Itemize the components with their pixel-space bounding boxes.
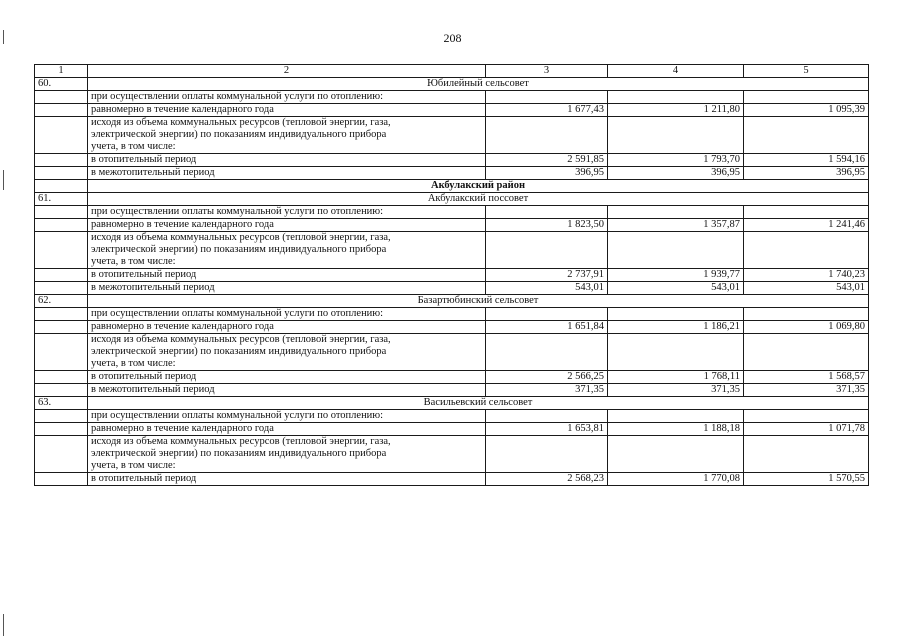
value-empty-5: [744, 117, 869, 154]
value-col-4: 1 188,18: [608, 423, 744, 436]
section-title: Базартюбинский сельсовет: [88, 295, 869, 308]
number-empty: [35, 308, 88, 321]
margin-mark-bottom: [3, 614, 4, 636]
value-empty-5: [744, 410, 869, 423]
value-col-5: 1 069,80: [744, 321, 869, 334]
district-number-empty: [35, 180, 88, 193]
number-empty: [35, 206, 88, 219]
row-label: в межотопительный период: [88, 282, 486, 295]
value-empty-4: [608, 232, 744, 269]
row-label: при осуществлении оплаты коммунальной услуги по отоплению:: [88, 91, 486, 104]
value-col-4: 1 211,80: [608, 104, 744, 117]
value-col-3: 371,35: [486, 384, 608, 397]
row-label-line: электрической энергии) по показаниям индивидуального прибора: [91, 448, 387, 459]
value-col-4: 1 793,70: [608, 154, 744, 167]
subheading-row: [35, 206, 869, 219]
section-title: Акбулакский поссовет: [88, 193, 869, 206]
data-row: [35, 423, 869, 436]
row-label-multiline: [88, 232, 486, 269]
data-row: [35, 321, 869, 334]
value-col-5: 1 570,55: [744, 473, 869, 486]
row-label: равномерно в течение календарного года: [88, 321, 486, 334]
header-cell-1: 1: [35, 65, 88, 78]
section-number: 60.: [35, 78, 88, 91]
row-label: в межотопительный период: [88, 384, 486, 397]
number-empty: [35, 436, 88, 473]
section-row: [35, 295, 869, 308]
data-row: [35, 104, 869, 117]
value-col-3: 1 823,50: [486, 219, 608, 232]
value-empty-3: [486, 117, 608, 154]
row-label: в отопительный период: [88, 371, 486, 384]
value-col-4: 1 939,77: [608, 269, 744, 282]
value-empty-5: [744, 232, 869, 269]
value-col-3: 2 591,85: [486, 154, 608, 167]
section-row: [35, 193, 869, 206]
number-empty: [35, 334, 88, 371]
header-cell-5: 5: [744, 65, 869, 78]
row-label-multiline: [88, 334, 486, 371]
data-row: [35, 269, 869, 282]
value-empty-4: [608, 206, 744, 219]
row-label-line: исходя из объема коммунальных ресурсов (тепловой энергии, газа,: [91, 334, 391, 345]
row-label-line: электрической энергии) по показаниям индивидуального прибора: [91, 244, 387, 255]
section-title: Юбилейный сельсовет: [88, 78, 869, 91]
value-empty-4: [608, 91, 744, 104]
value-empty-4: [608, 410, 744, 423]
row-label-line: исходя из объема коммунальных ресурсов (тепловой энергии, газа,: [91, 117, 391, 128]
header-cell-2: 2: [88, 65, 486, 78]
value-empty-5: [744, 91, 869, 104]
margin-mark-top: [3, 30, 4, 44]
value-col-4: 396,95: [608, 167, 744, 180]
value-col-4: 1 357,87: [608, 219, 744, 232]
data-row: [35, 282, 869, 295]
value-empty-3: [486, 410, 608, 423]
number-empty: [35, 321, 88, 334]
value-col-5: 371,35: [744, 384, 869, 397]
row-label: в отопительный период: [88, 473, 486, 486]
row-label: равномерно в течение календарного года: [88, 219, 486, 232]
data-row: [35, 473, 869, 486]
margin-mark-middle: [3, 170, 4, 190]
value-col-3: 2 737,91: [486, 269, 608, 282]
number-empty: [35, 167, 88, 180]
value-col-5: 1 594,16: [744, 154, 869, 167]
value-empty-3: [486, 334, 608, 371]
number-empty: [35, 232, 88, 269]
value-empty-4: [608, 334, 744, 371]
value-empty-5: [744, 334, 869, 371]
number-empty: [35, 91, 88, 104]
row-label-line: учета, в том числе:: [91, 256, 176, 267]
row-label: в отопительный период: [88, 154, 486, 167]
number-empty: [35, 117, 88, 154]
row-label: при осуществлении оплаты коммунальной услуги по отоплению:: [88, 410, 486, 423]
header-cell-3: 3: [486, 65, 608, 78]
number-empty: [35, 410, 88, 423]
number-empty: [35, 384, 88, 397]
value-col-5: 1 241,46: [744, 219, 869, 232]
value-col-4: 1 770,08: [608, 473, 744, 486]
value-col-4: 371,35: [608, 384, 744, 397]
value-empty-3: [486, 308, 608, 321]
value-col-5: 1 071,78: [744, 423, 869, 436]
value-empty-3: [486, 232, 608, 269]
value-empty-5: [744, 308, 869, 321]
value-empty-5: [744, 436, 869, 473]
row-label-line: электрической энергии) по показаниям индивидуального прибора: [91, 129, 387, 140]
value-col-5: 1 568,57: [744, 371, 869, 384]
section-title: Васильевский сельсовет: [88, 397, 869, 410]
value-empty-4: [608, 117, 744, 154]
value-empty-3: [486, 91, 608, 104]
subheading-row: [35, 91, 869, 104]
subheading-row: [35, 410, 869, 423]
tariff-table: [34, 64, 869, 486]
row-label-line: учета, в том числе:: [91, 358, 176, 369]
row-label-line: электрической энергии) по показаниям индивидуального прибора: [91, 346, 387, 357]
multiline-row: [35, 117, 869, 154]
number-empty: [35, 371, 88, 384]
header-cell-4: 4: [608, 65, 744, 78]
section-row: [35, 78, 869, 91]
value-col-5: 396,95: [744, 167, 869, 180]
value-col-3: 2 566,25: [486, 371, 608, 384]
multiline-row: [35, 232, 869, 269]
value-col-4: 543,01: [608, 282, 744, 295]
section-row: [35, 397, 869, 410]
page-number: 208: [443, 31, 462, 45]
subheading-row: [35, 308, 869, 321]
value-col-4: 1 186,21: [608, 321, 744, 334]
row-label: при осуществлении оплаты коммунальной услуги по отоплению:: [88, 206, 486, 219]
number-empty: [35, 282, 88, 295]
header-row: [35, 65, 869, 78]
row-label: в межотопительный период: [88, 167, 486, 180]
row-label-line: исходя из объема коммунальных ресурсов (тепловой энергии, газа,: [91, 436, 391, 447]
multiline-row: [35, 334, 869, 371]
row-label-multiline: [88, 117, 486, 154]
number-empty: [35, 473, 88, 486]
section-number: 62.: [35, 295, 88, 308]
multiline-row: [35, 436, 869, 473]
value-col-5: 543,01: [744, 282, 869, 295]
number-empty: [35, 423, 88, 436]
section-number: 63.: [35, 397, 88, 410]
data-row: [35, 154, 869, 167]
district-title: Акбулакский район: [88, 180, 869, 193]
number-empty: [35, 104, 88, 117]
value-col-3: 2 568,23: [486, 473, 608, 486]
value-col-3: 1 677,43: [486, 104, 608, 117]
value-col-3: 1 653,81: [486, 423, 608, 436]
row-label: при осуществлении оплаты коммунальной услуги по отоплению:: [88, 308, 486, 321]
value-col-5: 1 095,39: [744, 104, 869, 117]
district-row: [35, 180, 869, 193]
value-col-4: 1 768,11: [608, 371, 744, 384]
row-label: равномерно в течение календарного года: [88, 104, 486, 117]
number-empty: [35, 219, 88, 232]
section-number: 61.: [35, 193, 88, 206]
tariff-table-body: [35, 65, 869, 486]
value-empty-5: [744, 206, 869, 219]
row-label: в отопительный период: [88, 269, 486, 282]
row-label-line: учета, в том числе:: [91, 460, 176, 471]
number-empty: [35, 154, 88, 167]
row-label-multiline: [88, 436, 486, 473]
value-col-3: 1 651,84: [486, 321, 608, 334]
value-col-3: 543,01: [486, 282, 608, 295]
data-row: [35, 219, 869, 232]
row-label: равномерно в течение календарного года: [88, 423, 486, 436]
row-label-line: учета, в том числе:: [91, 141, 176, 152]
number-empty: [35, 269, 88, 282]
row-label-line: исходя из объема коммунальных ресурсов (тепловой энергии, газа,: [91, 232, 391, 243]
value-empty-3: [486, 206, 608, 219]
value-empty-3: [486, 436, 608, 473]
value-empty-4: [608, 436, 744, 473]
data-row: [35, 384, 869, 397]
data-row: [35, 167, 869, 180]
value-empty-4: [608, 308, 744, 321]
value-col-3: 396,95: [486, 167, 608, 180]
data-row: [35, 371, 869, 384]
value-col-5: 1 740,23: [744, 269, 869, 282]
